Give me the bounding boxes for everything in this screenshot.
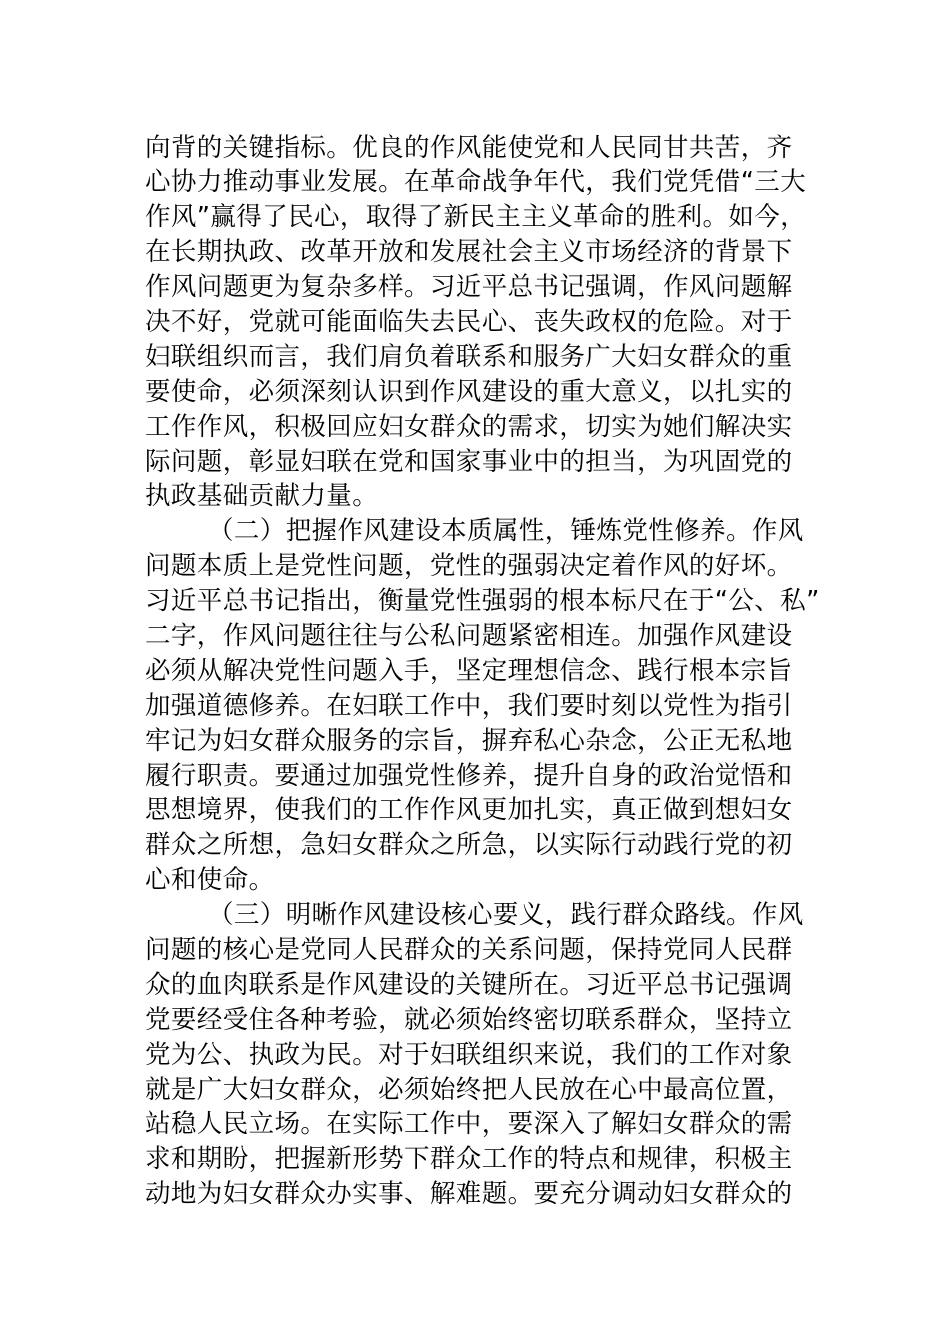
section-heading-3: （三）明晰作风建设核心要义，践行群众路线。作风 [208,900,804,930]
text-line: 动地为妇女群众办实事、解难题。要充分调动妇女群众的 [145,1179,793,1209]
text-line: 问题的核心是党同人民群众的关系问题，保持党同人民群 [145,935,793,965]
text-line: 加强道德修养。在妇联工作中，我们要时刻以党性为指引 [145,691,793,721]
text-line: 问题本质上是党性问题，党性的强弱决定着作风的好坏。 [145,551,793,581]
text-line: 妇联组织而言，我们肩负着联系和服务广大妇女群众的重 [145,342,793,372]
text-line: 向背的关键指标。优良的作风能使党和人民同甘共苦，齐 [145,133,793,163]
text-line: 作风问题更为复杂多样。习近平总书记强调，作风问题解 [145,272,793,302]
text-line: 站稳人民立场。在实际工作中，要深入了解妇女群众的需 [145,1109,793,1139]
text-line: 要使命，必须深刻认识到作风建设的重大意义，以扎实的 [145,377,793,407]
text-line: 际问题，彰显妇联在党和国家事业中的担当，为巩固党的 [145,447,793,477]
text-line: 履行职责。要通过加强党性修养，提升自身的政治觉悟和 [145,761,793,791]
text-line: 作风”赢得了民心，取得了新民主主义革命的胜利。如今， [145,202,807,232]
text-line: 群众之所想，急妇女群众之所急，以实际行动践行党的初 [145,830,793,860]
text-line: 习近平总书记指出，衡量党性强弱的根本标尺在于“公、私” [145,586,820,616]
text-line: 心和使命。 [145,865,275,895]
text-line: 二字，作风问题往往与公私问题紧密相连。加强作风建设 [145,621,793,651]
text-line: 工作作风，积极回应妇女群众的需求，切实为她们解决实 [145,412,793,442]
text-line: 党要经受住各种考验，就必须始终密切联系群众，坚持立 [145,1005,793,1035]
text-line: 就是广大妇女群众，必须始终把人民放在心中最高位置， [145,1075,793,1105]
text-line: 思想境界，使我们的工作作风更加扎实，真正做到想妇女 [145,795,793,825]
text-line: 众的血肉联系是作风建设的关键所在。习近平总书记强调 [145,970,793,1000]
text-line: 求和期盼，把握新形势下群众工作的特点和规律，积极主 [145,1144,793,1174]
text-line: 在长期执政、改革开放和发展社会主义市场经济的背景下 [145,237,793,267]
text-line: 党为公、执政为民。对于妇联组织来说，我们的工作对象 [145,1040,793,1070]
text-line: 执政基础贡献力量。 [145,481,379,511]
text-line: 决不好，党就可能面临失去民心、丧失政权的危险。对于 [145,307,793,337]
text-line: 心协力推动事业发展。在革命战争年代，我们党凭借“三大 [145,167,807,197]
text-line: 必须从解决党性问题入手，坚定理想信念、践行根本宗旨 [145,656,793,686]
text-line: 牢记为妇女群众服务的宗旨，摒弃私心杂念，公正无私地 [145,726,793,756]
section-heading-2: （二）把握作风建设本质属性，锤炼党性修养。作风 [208,516,804,546]
